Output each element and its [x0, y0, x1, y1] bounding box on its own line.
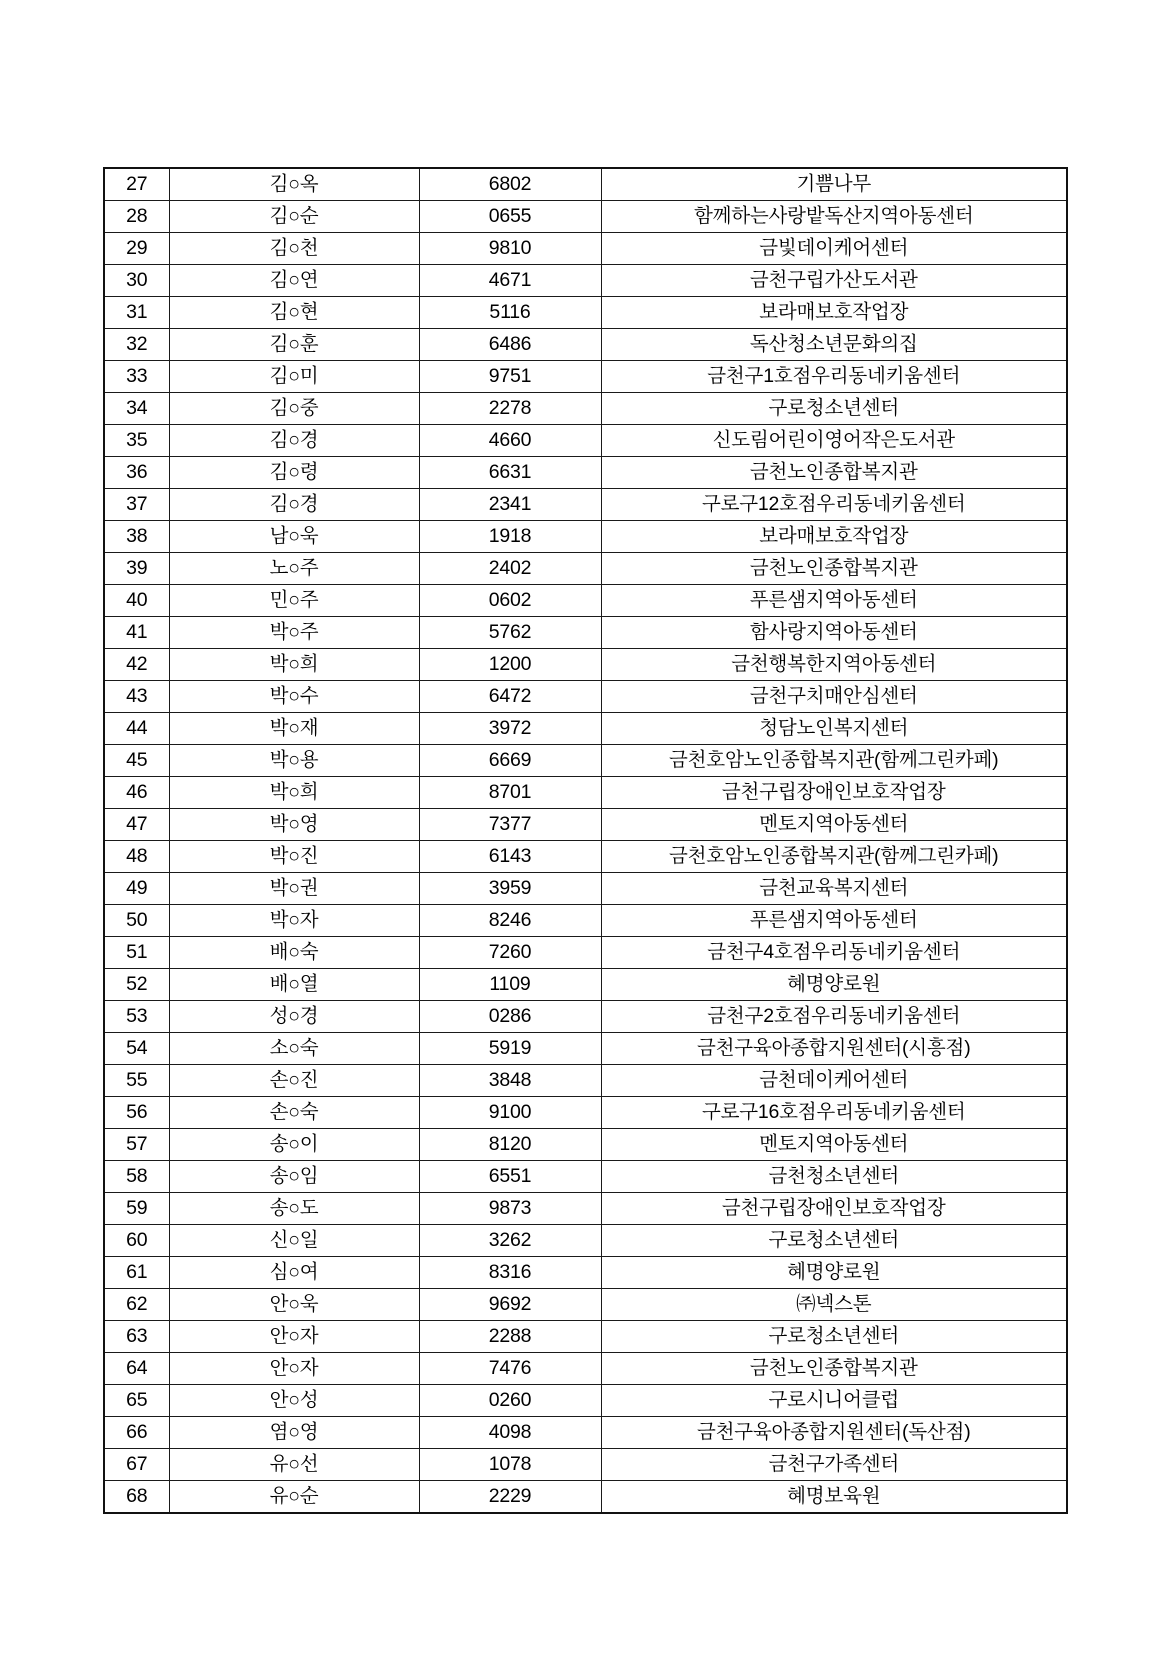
organization-cell: 금천행복한지역아동센터 — [601, 649, 1067, 681]
code-cell: 0286 — [419, 1001, 601, 1033]
person-name-cell: 안○욱 — [169, 1289, 419, 1321]
organization-cell: 금천구립가산도서관 — [601, 265, 1067, 297]
table-row — [104, 937, 1067, 969]
person-name-cell: 안○자 — [169, 1321, 419, 1353]
table-row — [104, 1161, 1067, 1193]
person-name-cell: 박○영 — [169, 809, 419, 841]
code-cell: 2288 — [419, 1321, 601, 1353]
organization-cell: 보라매보호작업장 — [601, 521, 1067, 553]
code-cell: 1918 — [419, 521, 601, 553]
organization-cell: 금천청소년센터 — [601, 1161, 1067, 1193]
person-name-cell: 안○성 — [169, 1385, 419, 1417]
person-name-cell: 김○령 — [169, 457, 419, 489]
table-row — [104, 1001, 1067, 1033]
code-cell: 3972 — [419, 713, 601, 745]
organization-cell: 함께하는사랑밭독산지역아동센터 — [601, 201, 1067, 233]
code-cell: 7476 — [419, 1353, 601, 1385]
table-row — [104, 1033, 1067, 1065]
table-row — [104, 168, 1067, 201]
organization-cell: 기쁨나무 — [601, 168, 1067, 201]
table-row — [104, 1417, 1067, 1449]
table-row — [104, 1129, 1067, 1161]
code-cell: 2402 — [419, 553, 601, 585]
row-number-cell: 36 — [104, 457, 169, 489]
organization-cell: 구로구16호점우리동네키움센터 — [601, 1097, 1067, 1129]
person-name-cell: 유○순 — [169, 1481, 419, 1514]
row-number-cell: 51 — [104, 937, 169, 969]
organization-cell: 금천호암노인종합복지관(함께그린카페) — [601, 745, 1067, 777]
person-name-cell: 박○자 — [169, 905, 419, 937]
person-name-cell: 성○경 — [169, 1001, 419, 1033]
code-cell: 6669 — [419, 745, 601, 777]
table-row — [104, 521, 1067, 553]
roster-table-container — [103, 167, 1066, 1514]
code-cell: 4660 — [419, 425, 601, 457]
roster-table — [103, 167, 1068, 1514]
person-name-cell: 박○수 — [169, 681, 419, 713]
table-row — [104, 585, 1067, 617]
row-number-cell: 30 — [104, 265, 169, 297]
row-number-cell: 42 — [104, 649, 169, 681]
row-number-cell: 62 — [104, 1289, 169, 1321]
row-number-cell: 33 — [104, 361, 169, 393]
table-row — [104, 201, 1067, 233]
row-number-cell: 31 — [104, 297, 169, 329]
row-number-cell: 61 — [104, 1257, 169, 1289]
table-row — [104, 777, 1067, 809]
code-cell: 0655 — [419, 201, 601, 233]
organization-cell: 신도림어린이영어작은도서관 — [601, 425, 1067, 457]
row-number-cell: 37 — [104, 489, 169, 521]
table-row — [104, 1289, 1067, 1321]
organization-cell: 금천노인종합복지관 — [601, 457, 1067, 489]
code-cell: 4671 — [419, 265, 601, 297]
person-name-cell: 박○권 — [169, 873, 419, 905]
row-number-cell: 27 — [104, 168, 169, 201]
table-row — [104, 1097, 1067, 1129]
organization-cell: 구로청소년센터 — [601, 1225, 1067, 1257]
row-number-cell: 35 — [104, 425, 169, 457]
row-number-cell: 50 — [104, 905, 169, 937]
person-name-cell: 민○주 — [169, 585, 419, 617]
row-number-cell: 29 — [104, 233, 169, 265]
row-number-cell: 48 — [104, 841, 169, 873]
code-cell: 9873 — [419, 1193, 601, 1225]
organization-cell: 구로청소년센터 — [601, 1321, 1067, 1353]
organization-cell: 구로구12호점우리동네키움센터 — [601, 489, 1067, 521]
table-row — [104, 233, 1067, 265]
code-cell: 8316 — [419, 1257, 601, 1289]
table-row — [104, 905, 1067, 937]
person-name-cell: 배○숙 — [169, 937, 419, 969]
person-name-cell: 박○희 — [169, 649, 419, 681]
row-number-cell: 28 — [104, 201, 169, 233]
code-cell: 1200 — [419, 649, 601, 681]
table-row — [104, 873, 1067, 905]
organization-cell: 금천호암노인종합복지관(함께그린카페) — [601, 841, 1067, 873]
row-number-cell: 45 — [104, 745, 169, 777]
code-cell: 2229 — [419, 1481, 601, 1514]
organization-cell: 금천데이케어센터 — [601, 1065, 1067, 1097]
organization-cell: 푸른샘지역아동센터 — [601, 905, 1067, 937]
row-number-cell: 66 — [104, 1417, 169, 1449]
person-name-cell: 김○중 — [169, 393, 419, 425]
row-number-cell: 65 — [104, 1385, 169, 1417]
row-number-cell: 39 — [104, 553, 169, 585]
table-row — [104, 425, 1067, 457]
table-row — [104, 393, 1067, 425]
row-number-cell: 49 — [104, 873, 169, 905]
organization-cell: 금천노인종합복지관 — [601, 553, 1067, 585]
organization-cell: 보라매보호작업장 — [601, 297, 1067, 329]
code-cell: 2341 — [419, 489, 601, 521]
organization-cell: 푸른샘지역아동센터 — [601, 585, 1067, 617]
code-cell: 6143 — [419, 841, 601, 873]
row-number-cell: 54 — [104, 1033, 169, 1065]
table-row — [104, 553, 1067, 585]
row-number-cell: 44 — [104, 713, 169, 745]
person-name-cell: 유○선 — [169, 1449, 419, 1481]
code-cell: 5762 — [419, 617, 601, 649]
organization-cell: 금천구1호점우리동네키움센터 — [601, 361, 1067, 393]
row-number-cell: 43 — [104, 681, 169, 713]
organization-cell: 청담노인복지센터 — [601, 713, 1067, 745]
organization-cell: 금천구립장애인보호작업장 — [601, 1193, 1067, 1225]
code-cell: 6551 — [419, 1161, 601, 1193]
code-cell: 8120 — [419, 1129, 601, 1161]
person-name-cell: 김○경 — [169, 489, 419, 521]
table-row — [104, 265, 1067, 297]
person-name-cell: 박○희 — [169, 777, 419, 809]
row-number-cell: 41 — [104, 617, 169, 649]
person-name-cell: 김○옥 — [169, 168, 419, 201]
code-cell: 9100 — [419, 1097, 601, 1129]
person-name-cell: 박○진 — [169, 841, 419, 873]
organization-cell: 금천구4호점우리동네키움센터 — [601, 937, 1067, 969]
table-row — [104, 457, 1067, 489]
table-row — [104, 1257, 1067, 1289]
person-name-cell: 김○미 — [169, 361, 419, 393]
row-number-cell: 57 — [104, 1129, 169, 1161]
code-cell: 0602 — [419, 585, 601, 617]
table-row — [104, 617, 1067, 649]
person-name-cell: 손○숙 — [169, 1097, 419, 1129]
person-name-cell: 김○경 — [169, 425, 419, 457]
person-name-cell: 박○재 — [169, 713, 419, 745]
person-name-cell: 배○열 — [169, 969, 419, 1001]
table-row — [104, 1193, 1067, 1225]
row-number-cell: 40 — [104, 585, 169, 617]
organization-cell: 혜명보육원 — [601, 1481, 1067, 1514]
table-row — [104, 649, 1067, 681]
organization-cell: 혜명양로원 — [601, 969, 1067, 1001]
person-name-cell: 심○여 — [169, 1257, 419, 1289]
row-number-cell: 63 — [104, 1321, 169, 1353]
code-cell: 6631 — [419, 457, 601, 489]
person-name-cell: 신○일 — [169, 1225, 419, 1257]
row-number-cell: 67 — [104, 1449, 169, 1481]
person-name-cell: 안○자 — [169, 1353, 419, 1385]
organization-cell: 금천구2호점우리동네키움센터 — [601, 1001, 1067, 1033]
table-row — [104, 969, 1067, 1001]
table-row — [104, 489, 1067, 521]
table-row — [104, 1225, 1067, 1257]
code-cell: 6472 — [419, 681, 601, 713]
code-cell: 3959 — [419, 873, 601, 905]
code-cell: 5919 — [419, 1033, 601, 1065]
organization-cell: 함사랑지역아동센터 — [601, 617, 1067, 649]
person-name-cell: 김○순 — [169, 201, 419, 233]
table-row — [104, 809, 1067, 841]
person-name-cell: 노○주 — [169, 553, 419, 585]
code-cell: 9692 — [419, 1289, 601, 1321]
row-number-cell: 56 — [104, 1097, 169, 1129]
organization-cell: 독산청소년문화의집 — [601, 329, 1067, 361]
organization-cell: 멘토지역아동센터 — [601, 809, 1067, 841]
organization-cell: 금천구립장애인보호작업장 — [601, 777, 1067, 809]
person-name-cell: 김○현 — [169, 297, 419, 329]
organization-cell: 구로시니어클럽 — [601, 1385, 1067, 1417]
code-cell: 8246 — [419, 905, 601, 937]
person-name-cell: 김○훈 — [169, 329, 419, 361]
person-name-cell: 염○영 — [169, 1417, 419, 1449]
table-row — [104, 1321, 1067, 1353]
organization-cell: 금천구가족센터 — [601, 1449, 1067, 1481]
code-cell: 5116 — [419, 297, 601, 329]
person-name-cell: 김○연 — [169, 265, 419, 297]
table-row — [104, 713, 1067, 745]
code-cell: 6486 — [419, 329, 601, 361]
row-number-cell: 64 — [104, 1353, 169, 1385]
table-row — [104, 1385, 1067, 1417]
row-number-cell: 58 — [104, 1161, 169, 1193]
table-row — [104, 1449, 1067, 1481]
person-name-cell: 소○숙 — [169, 1033, 419, 1065]
code-cell: 3262 — [419, 1225, 601, 1257]
table-row — [104, 745, 1067, 777]
code-cell: 0260 — [419, 1385, 601, 1417]
person-name-cell: 손○진 — [169, 1065, 419, 1097]
row-number-cell: 55 — [104, 1065, 169, 1097]
person-name-cell: 송○이 — [169, 1129, 419, 1161]
person-name-cell: 박○주 — [169, 617, 419, 649]
row-number-cell: 38 — [104, 521, 169, 553]
table-row — [104, 329, 1067, 361]
organization-cell: 금천교육복지센터 — [601, 873, 1067, 905]
row-number-cell: 34 — [104, 393, 169, 425]
organization-cell: ㈜넥스톤 — [601, 1289, 1067, 1321]
row-number-cell: 46 — [104, 777, 169, 809]
organization-cell: 구로청소년센터 — [601, 393, 1067, 425]
organization-cell: 금천구육아종합지원센터(시흥점) — [601, 1033, 1067, 1065]
person-name-cell: 김○천 — [169, 233, 419, 265]
code-cell: 9751 — [419, 361, 601, 393]
row-number-cell: 52 — [104, 969, 169, 1001]
person-name-cell: 남○욱 — [169, 521, 419, 553]
code-cell: 4098 — [419, 1417, 601, 1449]
code-cell: 6802 — [419, 168, 601, 201]
code-cell: 9810 — [419, 233, 601, 265]
code-cell: 7377 — [419, 809, 601, 841]
organization-cell: 금빛데이케어센터 — [601, 233, 1067, 265]
code-cell: 3848 — [419, 1065, 601, 1097]
organization-cell: 혜명양로원 — [601, 1257, 1067, 1289]
table-row — [104, 361, 1067, 393]
row-number-cell: 32 — [104, 329, 169, 361]
code-cell: 1078 — [419, 1449, 601, 1481]
row-number-cell: 53 — [104, 1001, 169, 1033]
row-number-cell: 68 — [104, 1481, 169, 1514]
code-cell: 2278 — [419, 393, 601, 425]
table-row — [104, 681, 1067, 713]
code-cell: 8701 — [419, 777, 601, 809]
code-cell: 7260 — [419, 937, 601, 969]
row-number-cell: 47 — [104, 809, 169, 841]
table-row — [104, 841, 1067, 873]
organization-cell: 금천노인종합복지관 — [601, 1353, 1067, 1385]
person-name-cell: 박○용 — [169, 745, 419, 777]
table-row — [104, 297, 1067, 329]
row-number-cell: 60 — [104, 1225, 169, 1257]
organization-cell: 금천구치매안심센터 — [601, 681, 1067, 713]
organization-cell: 멘토지역아동센터 — [601, 1129, 1067, 1161]
row-number-cell: 59 — [104, 1193, 169, 1225]
organization-cell: 금천구육아종합지원센터(독산점) — [601, 1417, 1067, 1449]
code-cell: 1109 — [419, 969, 601, 1001]
table-row — [104, 1065, 1067, 1097]
roster-table-body — [104, 168, 1067, 1513]
table-row — [104, 1481, 1067, 1514]
person-name-cell: 송○도 — [169, 1193, 419, 1225]
person-name-cell: 송○임 — [169, 1161, 419, 1193]
table-row — [104, 1353, 1067, 1385]
